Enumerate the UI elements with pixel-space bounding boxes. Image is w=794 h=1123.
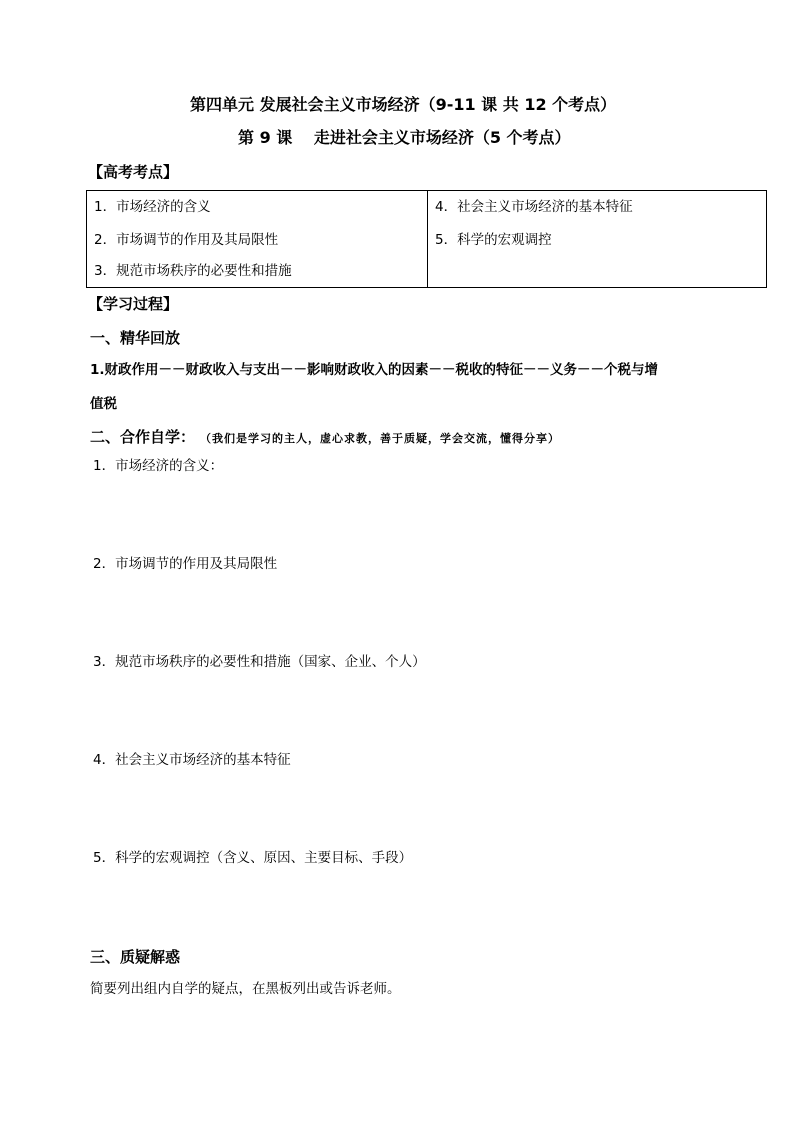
study-process-heading: 【学习过程】 [88,295,179,313]
exam-point-item: 4．社会主义市场经济的基本特征 [435,199,633,215]
self-study-note: （我们是学习的主人，虚心求教，善于质疑，学会交流，懂得分享） [200,432,560,445]
questions-heading: 三、质疑解惑 [90,948,181,966]
exam-points-left-column [87,191,428,287]
review-line: 1.财政作用－－财政收入与支出－－影响财政收入的因素－－税收的特征－－义务－－个税与增 [90,362,659,378]
review-heading: 一、精华回放 [90,329,181,347]
self-study-item: 1．市场经济的含义： [93,458,224,474]
exam-points-table [86,190,767,288]
review-line-continued: 值税 [90,396,117,412]
exam-point-item: 1．市场经济的含义 [94,199,211,215]
exam-points-right-column [428,191,766,287]
exam-point-item: 2．市场调节的作用及其局限性 [94,232,279,248]
self-study-item: 3．规范市场秩序的必要性和措施（国家、企业、个人） [93,654,426,670]
self-study-item: 4．社会主义市场经济的基本特征 [93,752,291,768]
unit-title: 第四单元 发展社会主义市场经济（9-11 课 共 12 个考点） [190,95,617,114]
self-study-heading: 二、合作自学： [90,428,196,446]
questions-instruction: 简要列出组内自学的疑点，在黑板列出或告诉老师。 [90,981,401,997]
self-study-item: 5．科学的宏观调控（含义、原因、主要目标、手段） [93,850,413,866]
lesson-title: 第 9 课 走进社会主义市场经济（5 个考点） [238,128,571,147]
self-study-item: 2．市场调节的作用及其局限性 [93,556,278,572]
exam-point-item: 3．规范市场秩序的必要性和措施 [94,263,292,279]
exam-point-item: 5．科学的宏观调控 [435,232,552,248]
exam-points-heading: 【高考考点】 [88,163,179,181]
